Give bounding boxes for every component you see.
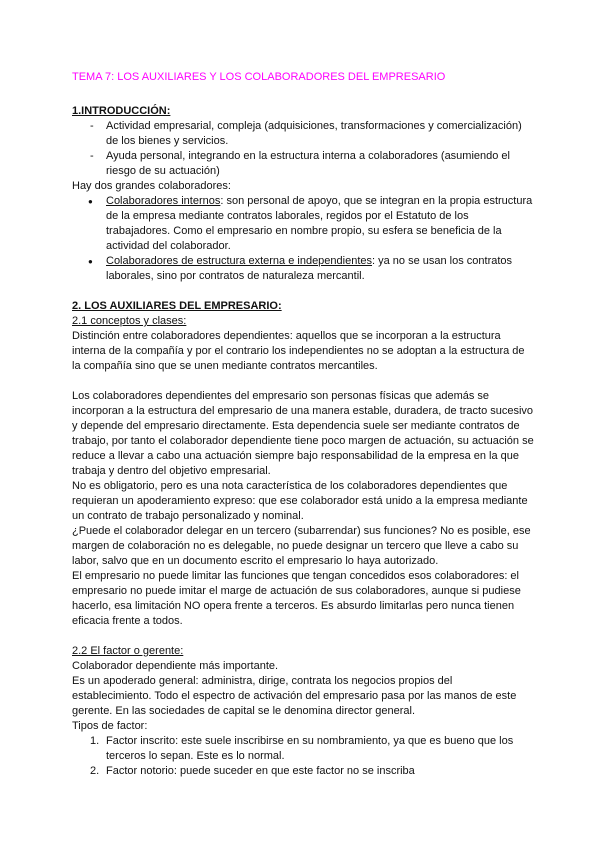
document-page — [72, 70, 534, 779]
paragraph: Colaborador dependiente más importante. — [72, 660, 279, 672]
paragraph: Tipos de factor: — [72, 720, 148, 732]
bullet-text: : ya no se usan los contratos laborales, sino por contratos de naturaleza mercantil. — [106, 255, 513, 282]
section-1-heading: 1.INTRODUCCIÓN: — [72, 105, 171, 117]
numbered-item — [72, 734, 534, 764]
item-text: Factor inscrito: este suele inscribirse en su nombramiento, ya que es bueno que los terceros lo sepan. Este es lo normal. — [106, 735, 514, 762]
bullet-item — [72, 254, 534, 284]
section-2-heading: 2. LOS AUXILIARES DEL EMPRESARIO: — [72, 300, 282, 312]
dash-list — [72, 119, 534, 179]
bullet-text: : son personal de apoyo, que se integran en la propia estructura de la empresa mediante contratos laborales, regidos por el Estatuto de los trabajadores. Como el empresario en nombre propio, su esfera se beneficia de la actividad del colaborador. — [106, 195, 533, 252]
collaborators-intro: Hay dos grandes colaboradores: — [72, 180, 231, 192]
dash-item: - Ayuda personal, integrando en la estructura interna a colaboradores (asumiendo el riesgo de su actuación) — [72, 149, 534, 179]
numbered-list — [72, 734, 534, 779]
dash-item: - Actividad empresarial, compleja (adquisiciones, transformaciones y comercialización) de los bienes y servicios. — [72, 119, 534, 149]
bullet-item — [72, 194, 534, 254]
subsection-2-2-heading: 2.2 El factor o gerente: — [72, 645, 184, 657]
paragraph: Es un apoderado general: administra, dirige, contrata los negocios propios del establecimiento. Todo el espectro de activación del empresario pasa por las manos de este gerente. En las sociedades de capital se le denomina director general. — [72, 675, 517, 717]
paragraph: ¿Puede el colaborador delegar en un tercero (subarrendar) sus funciones? No es posible, ese margen de colaboración no es delegable, no puede designar un tercero que lleve a cabo su labor, salvo que en un documento escrito el empresario lo haya autorizado. — [72, 525, 531, 567]
paragraph: Distinción entre colaboradores dependientes: aquellos que se incorporan a la estructura interna de la compañía y por el contrario los independientes no se adoptan a la estructura de la compañía sino que se unen mediante contratos mercantiles. — [72, 330, 525, 372]
bullet-term: Colaboradores de estructura externa e independientes — [106, 255, 373, 267]
bullet-list — [72, 194, 534, 284]
paragraph: Los colaboradores dependientes del empresario son personas físicas que además se incorporan a la estructura del empresario de una manera estable, duradera, de tracto sucesivo y depende del empresario directamente. Esta dependencia suele ser mediante contratos de trabajo, por tanto el colaborador dependiente tiene poco margen de actuación, su actuación se reduce a llevar a cabo una actuación siempre bajo responsabilidad de la empresa en la que trabaja y dentro del objetivo empresarial. — [72, 390, 534, 477]
numbered-item — [72, 764, 534, 779]
subsection-2-1-heading: 2.1 conceptos y clases: — [72, 315, 187, 327]
bullet-term: Colaboradores internos — [106, 195, 221, 207]
item-number: 2. — [90, 765, 100, 777]
item-number: 1. — [90, 735, 100, 747]
paragraph: El empresario no puede limitar las funciones que tengan concedidos esos colaboradores: el empresario no puede imitar el marge de actuación de sus colaboradores, aunque si pudiese hacerlo, esa limitación NO opera frente a terceros. Es absurdo limitarlas pero nunca tienen eficacia frente a todos. — [72, 570, 521, 627]
item-text: Factor notorio: puede suceder en que este factor no se inscriba — [106, 765, 415, 777]
paragraph: No es obligatorio, pero es una nota característica de los colaboradores dependientes que requieran un apoderamiento expreso: que ese colaborador está unido a la empresa mediante un contrato de trabajo personalizado y nominal. — [72, 480, 528, 522]
document-title: TEMA 7: LOS AUXILIARES Y LOS COLABORADORES DEL EMPRESARIO — [72, 71, 446, 83]
